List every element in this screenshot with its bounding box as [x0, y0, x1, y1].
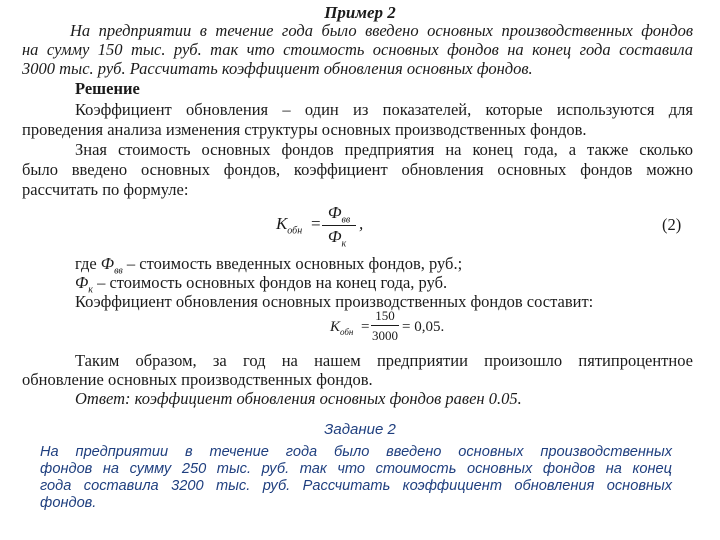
conclusion-line-2: обновление основных производственных фондов. [22, 370, 373, 389]
solution-heading: Решение [75, 79, 140, 98]
result-intro: Коэффициент обновления основных производственных фондов составит: [75, 292, 594, 311]
formula-equals: = [311, 214, 321, 233]
formula-fraction-bar [322, 225, 356, 226]
formula-denominator: Ф [327, 227, 342, 246]
formula-lhs: К [276, 214, 288, 233]
solution-intro-line-2: проведения анализа изменения структуры основных производственных фондов. [22, 120, 587, 139]
answer-line: Ответ: коэффициент обновления основных фондов равен 0.05. [75, 389, 522, 408]
formula-comma: , [359, 214, 364, 233]
task-line-3: года составила 3200 тыс. руб. Рассчитать коэффициент обновления основных [40, 478, 672, 494]
task-title: Задание 2 [324, 421, 396, 438]
solution-intro-line-3: Зная стоимость основных фондов предприятия на конец года, а также сколько [75, 140, 693, 159]
calc-numerator: 150 [375, 308, 395, 323]
formula-numerator: Ф [327, 203, 342, 222]
where-line-1: где $Ф_{вв}$ – стоимость введенных основных фондов, руб.; [75, 254, 463, 277]
example-title: Пример 2 [324, 3, 396, 22]
conclusion-line-1: Таким образом, за год на нашем предприятии произошло пятипроцентное [75, 351, 693, 370]
task-line-4: фондов. [40, 495, 97, 511]
task-line-1: На предприятии в течение года было введено основных производственных [40, 444, 672, 460]
solution-intro-line-4: было введено основных фондов, коэффициент обновления основных фондов можно [22, 160, 693, 179]
calc-fraction-bar [371, 325, 399, 326]
where-line-2: $Ф_к$ – стоимость основных фондов на конец года, руб. [75, 273, 448, 296]
solution-intro-line-5: рассчитать по формуле: [22, 180, 189, 199]
calc-denominator: 3000 [372, 328, 398, 343]
formula-numerator-subscript: вв [341, 214, 351, 226]
formula-denominator-subscript: к [341, 238, 347, 250]
problem-line-2: на сумму 150 тыс. руб. так что стоимость основных фондов на конец года составила [22, 40, 693, 59]
calc-equals: = [361, 319, 370, 335]
formula-number: (2) [662, 215, 682, 234]
problem-line-1: На предприятии в течение года было введено основных производственных фондов [70, 21, 693, 40]
formula-lhs-subscript: обн [287, 225, 303, 237]
calc-lhs: К [330, 319, 340, 335]
task-line-2: фондов на сумму 250 тыс. руб. так что стоимость основных фондов на конец [40, 461, 672, 477]
solution-intro-line-1: Коэффициент обновления – один из показателей, которые используются для [75, 100, 693, 119]
calc-lhs-subscript: обн [339, 327, 354, 337]
calc-result: = 0,05. [402, 319, 445, 335]
problem-line-3: 3000 тыс. руб. Рассчитать коэффициент обновления основных фондов. [22, 59, 533, 78]
